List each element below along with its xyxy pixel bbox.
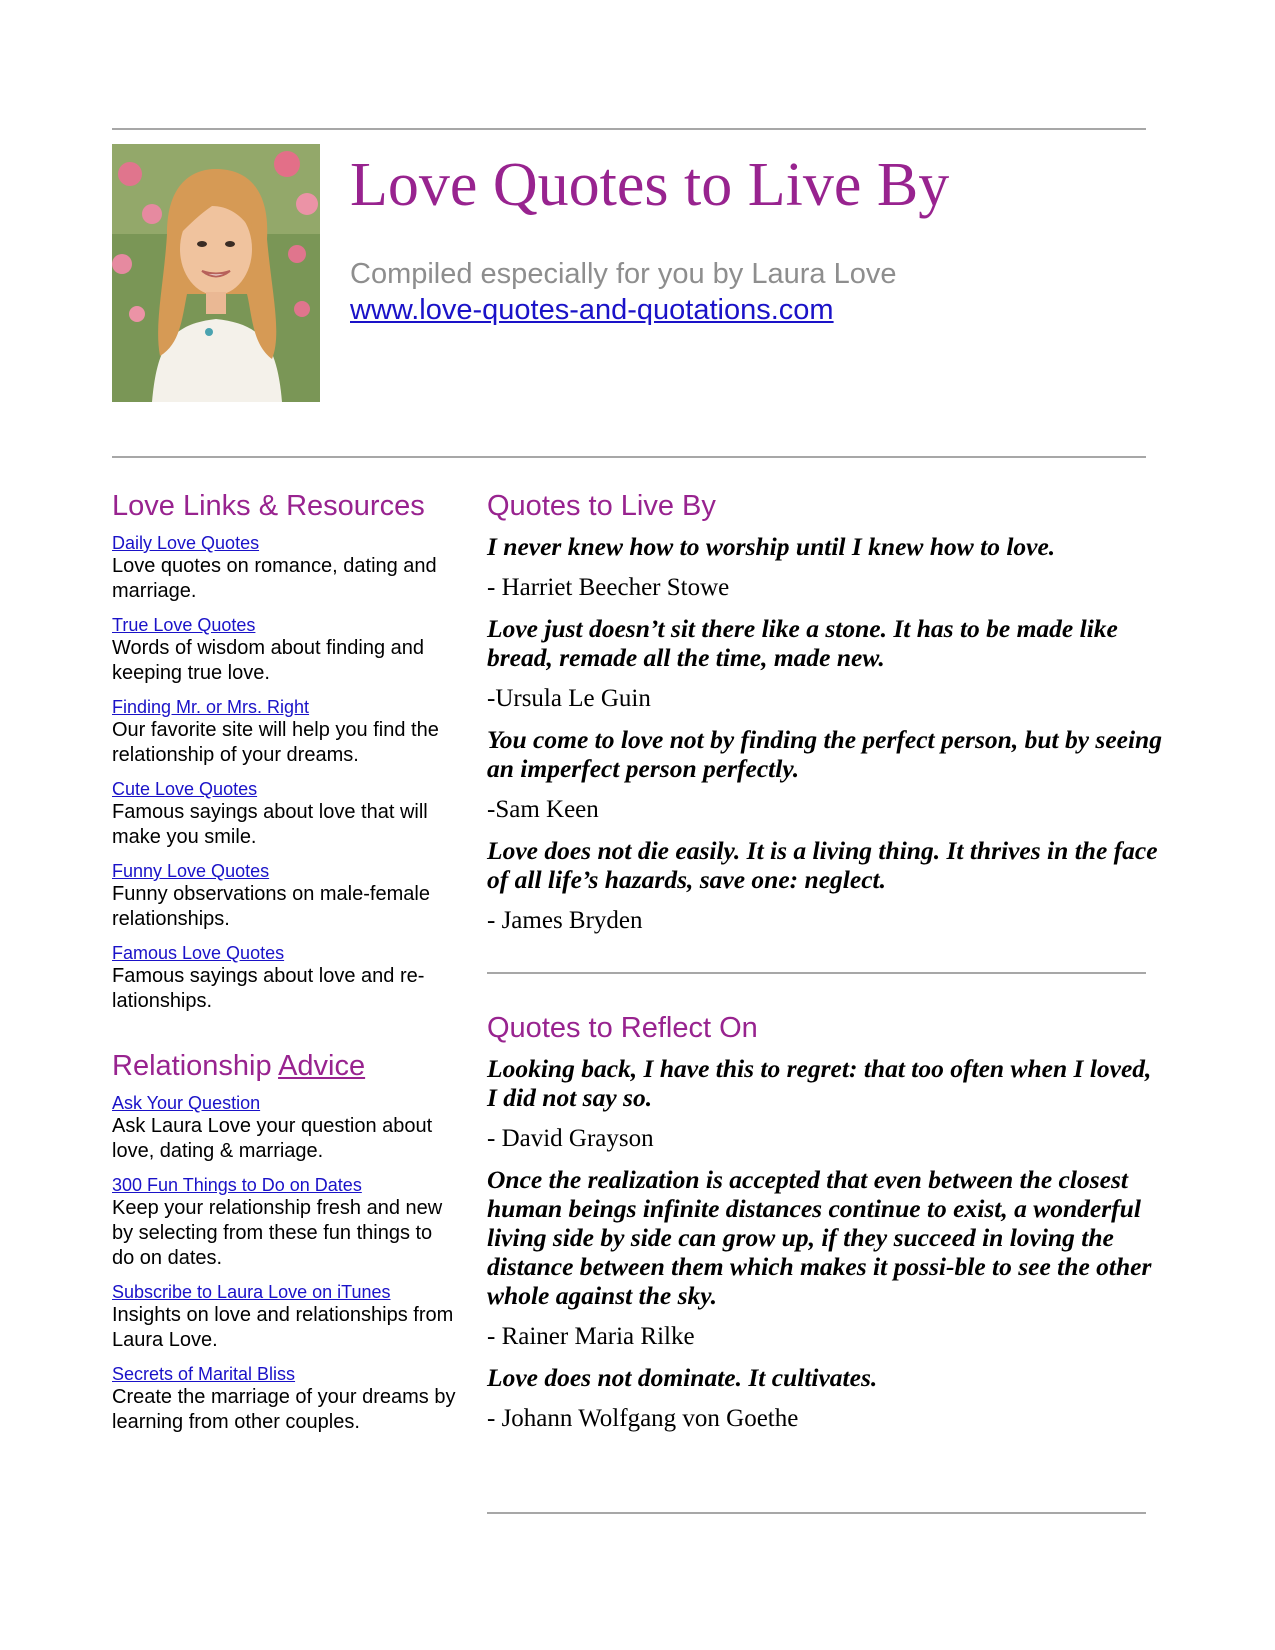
quote-author: - Rainer Maria Rilke xyxy=(487,1323,695,1350)
header-rule xyxy=(112,456,1146,458)
advice-heading xyxy=(112,1048,457,1084)
reflect-quotes xyxy=(487,1054,1162,1433)
resource-item xyxy=(112,1281,457,1353)
live-by-quotes xyxy=(487,532,1167,935)
resource-item xyxy=(112,942,457,1014)
resource-description: Funny observations on male-female relationships. xyxy=(112,883,430,930)
resource-description: Insights on love and relationships from Laura Love. xyxy=(112,1304,454,1351)
quote-text: Once the realization is accepted that even between the closest human beings infinite distances continue to exist, a wonderful living side by side can grow up, if they succeed in loving the distance between them which makes it possi-ble to see the other whole against the sky. xyxy=(487,1165,1152,1310)
resource-link[interactable]: Famous Love Quotes xyxy=(112,943,285,963)
quote-text: Looking back, I have this to regret: that too often when I loved, I did not say so. xyxy=(487,1054,1152,1112)
advice-heading-link[interactable]: Advice xyxy=(278,1050,366,1082)
resource-description: Famous sayings about love and re-lationships. xyxy=(112,965,425,1012)
resource-description: Ask Laura Love your question about love, dating & marriage. xyxy=(112,1115,433,1162)
advice-list xyxy=(112,1092,457,1435)
reflect-heading: Quotes to Reflect On xyxy=(487,1012,758,1044)
quote-author: - Harriet Beecher Stowe xyxy=(487,574,730,601)
author-photo xyxy=(112,144,320,402)
site-link[interactable]: www.love-quotes-and-quotations.com xyxy=(350,294,834,326)
resource-item xyxy=(112,1174,457,1271)
quote-author: - David Grayson xyxy=(487,1125,654,1152)
quote-text: Love does not dominate. It cultivates. xyxy=(487,1363,878,1392)
quote-author: - James Bryden xyxy=(487,907,643,934)
resource-link[interactable]: Secrets of Marital Bliss xyxy=(112,1364,296,1384)
resource-description: Our favorite site will help you find the relationship of your dreams. xyxy=(112,719,439,766)
resource-item xyxy=(112,696,457,768)
resource-item xyxy=(112,860,457,932)
resource-item xyxy=(112,532,457,604)
live-by-heading: Quotes to Live By xyxy=(487,490,716,522)
resource-item xyxy=(112,778,457,850)
resource-link[interactable]: Daily Love Quotes xyxy=(112,533,260,553)
links-heading: Love Links & Resources xyxy=(112,490,425,522)
advice-heading-prefix: Relationship xyxy=(112,1050,279,1082)
resource-description: Words of wisdom about finding and keeping true love. xyxy=(112,637,425,684)
resource-description: Famous sayings about love that will make you smile. xyxy=(112,801,428,848)
resource-link[interactable]: True Love Quotes xyxy=(112,615,256,635)
bottom-rule xyxy=(487,1512,1146,1514)
quote-author: - Johann Wolfgang von Goethe xyxy=(487,1405,799,1432)
resource-link[interactable]: Funny Love Quotes xyxy=(112,861,270,881)
resource-link[interactable]: Cute Love Quotes xyxy=(112,779,258,799)
quote-text: Love just doesn’t sit there like a stone. It has to be made like bread, remade all the time, made new. xyxy=(487,614,1118,672)
quote-text: You come to love not by finding the perfect person, but by seeing an imperfect person perfectly. xyxy=(487,725,1162,783)
quote-author: -Sam Keen xyxy=(487,796,599,823)
subtitle: Compiled especially for you by Laura Love xyxy=(350,258,897,290)
resource-link[interactable]: 300 Fun Things to Do on Dates xyxy=(112,1175,362,1195)
page-title: Love Quotes to Live By xyxy=(350,151,950,219)
reflect-column xyxy=(487,1010,1162,1445)
left-column xyxy=(112,488,457,1445)
middle-rule xyxy=(487,972,1146,974)
quote-text: Love does not die easily. It is a living thing. It thrives in the face of all life’s hazards, save one: neglect. xyxy=(487,836,1158,894)
resource-item xyxy=(112,1363,457,1435)
resource-description: Create the marriage of your dreams by learning from other couples. xyxy=(112,1386,456,1433)
resource-link[interactable]: Ask Your Question xyxy=(112,1093,261,1113)
quote-author: -Ursula Le Guin xyxy=(487,685,651,712)
resource-description: Love quotes on romance, dating and marriage. xyxy=(112,555,437,602)
resource-link[interactable]: Finding Mr. or Mrs. Right xyxy=(112,697,310,717)
resource-link[interactable]: Subscribe to Laura Love on iTunes xyxy=(112,1282,391,1302)
resource-item xyxy=(112,1092,457,1164)
top-rule xyxy=(112,128,1146,130)
resource-description: Keep your relationship fresh and new by selecting from these fun things to do on dates. xyxy=(112,1197,443,1269)
resource-item xyxy=(112,614,457,686)
right-column xyxy=(487,488,1167,947)
quote-text: I never knew how to worship until I knew how to love. xyxy=(487,532,1056,561)
links-list xyxy=(112,532,457,1014)
